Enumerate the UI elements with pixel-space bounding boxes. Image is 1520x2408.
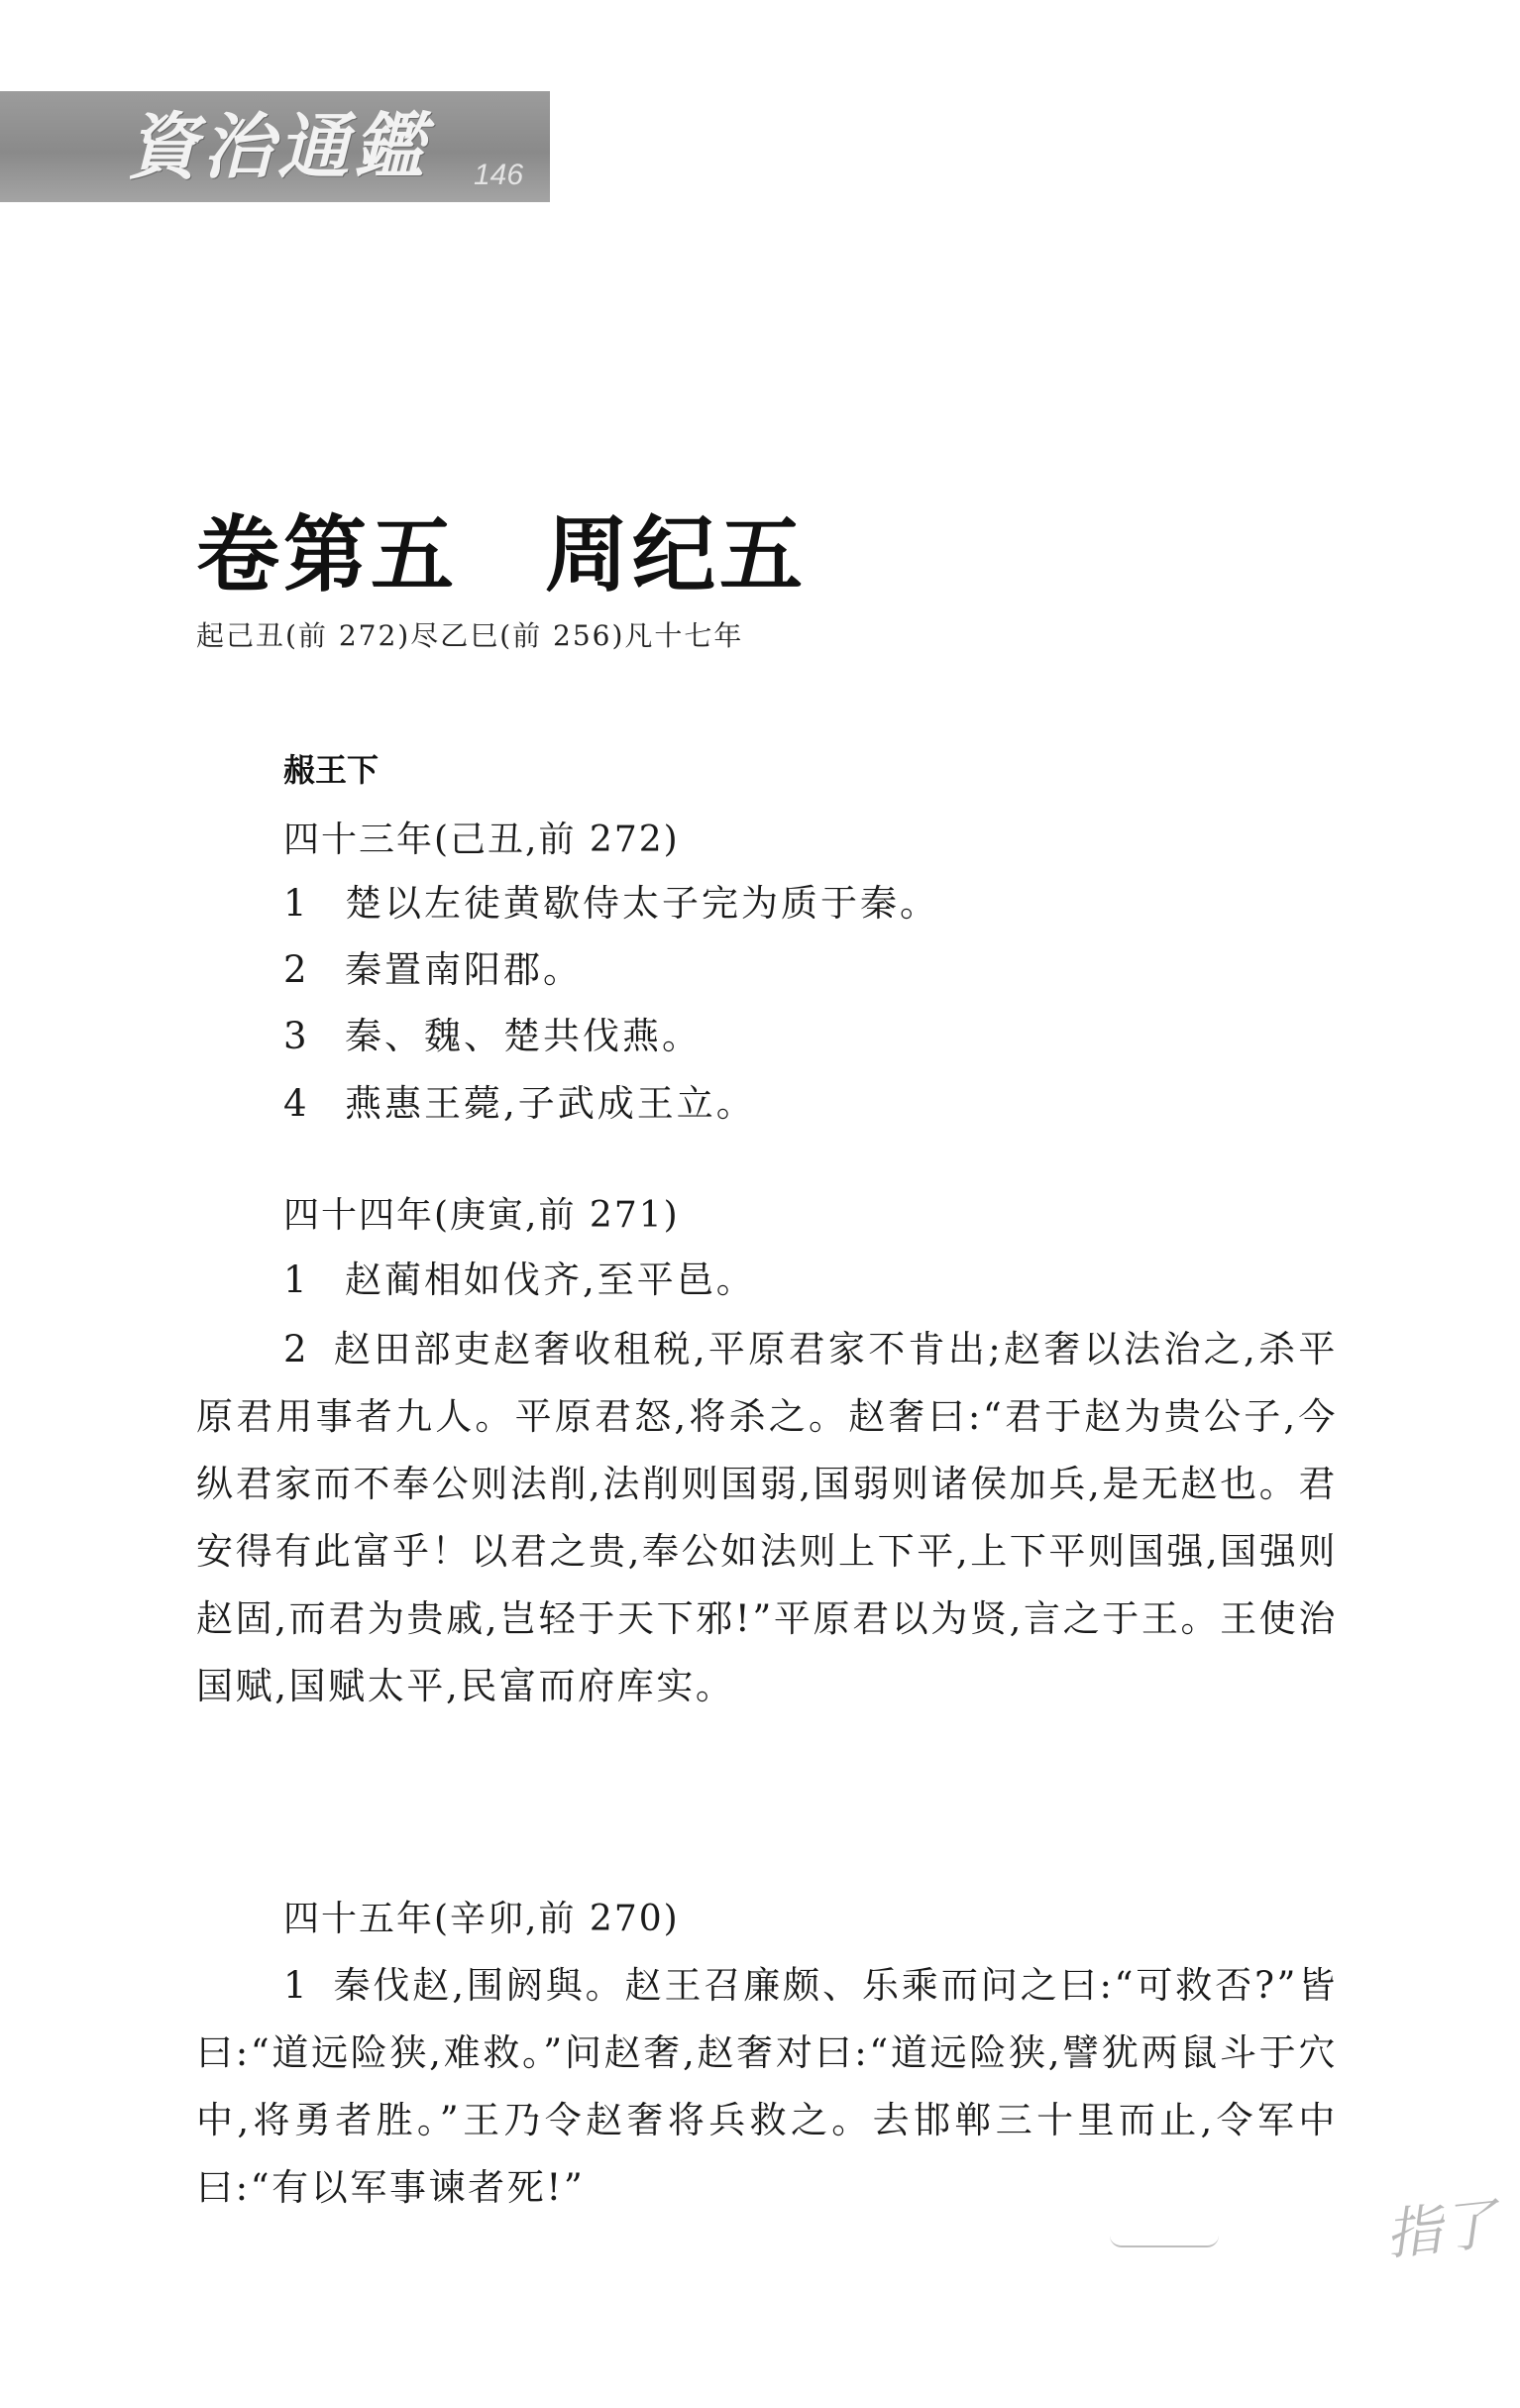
book-title: 資治通鑑 <box>127 104 429 188</box>
pencil-underline <box>1110 2236 1219 2247</box>
entry-number: 2 <box>283 1328 310 1370</box>
entry-text: 燕惠王薨,子武成王立。 <box>345 1082 756 1125</box>
list-item <box>283 1257 756 1304</box>
entry-text: 赵田部吏赵奢收租税,平原君家不肯出;赵奢以法治之,杀平原君用事者九人。平原君怒,将杀之。赵奢曰:“君于赵为贵公子,今纵君家而不奉公则法削,法削则国弱,国弱则诸侯加兵,是无赵也。君安得有此富乎！以君之贵,奉公如法则上下平,上下平则国强,国强则赵固,而君为贵戚,岂轻于天下邪!”平原君以为贤,言之于王。王使治国赋,国赋太平,民富而府库实。 <box>196 1328 1338 1707</box>
chapter-title: 卷第五 周纪五 <box>196 505 808 603</box>
entry-number: 4 <box>283 1082 310 1125</box>
year-heading: 四十五年(辛卯,前 270) <box>283 1899 680 1939</box>
entry-number: 3 <box>283 1015 310 1057</box>
list-item <box>283 1013 702 1060</box>
entry-text: 秦、魏、楚共伐燕。 <box>345 1015 702 1057</box>
entry-text: 秦置南阳郡。 <box>345 948 583 991</box>
entry-number: 1 <box>283 1964 310 2007</box>
entry-text: 赵蔺相如伐齐,至平邑。 <box>345 1259 756 1301</box>
paragraph <box>196 1952 1338 2222</box>
entry-text: 楚以左徒黄歇侍太子完为质于秦。 <box>345 882 939 925</box>
entry-text: 秦伐赵,围阏與。赵王召廉颇、乐乘而问之曰:“可救否?”皆曰:“道远险狭,难救。”问赵奢,赵奢对曰:“道远险狭,譬犹两鼠斗于穴中,将勇者胜。”王乃令赵奢将兵救之。去邯郸三十里而止,令军中曰:“有以军事谏者死!” <box>196 1964 1338 2209</box>
handwritten-margin-note: 指了 <box>1382 2192 1500 2268</box>
list-item <box>283 880 939 928</box>
list-item <box>283 1080 756 1128</box>
year-heading: 四十四年(庚寅,前 271) <box>283 1195 680 1236</box>
entry-number: 2 <box>283 948 310 991</box>
paragraph <box>196 1316 1338 1720</box>
list-item <box>283 946 583 994</box>
year-heading: 四十三年(己丑,前 272) <box>283 820 680 860</box>
page-number: 146 <box>474 159 524 191</box>
section-heading: 赧王下 <box>283 751 380 789</box>
chapter-subtitle: 起己丑(前 272)尽乙巳(前 256)凡十七年 <box>196 619 744 652</box>
entry-number: 1 <box>283 1259 310 1301</box>
entry-number: 1 <box>283 882 310 925</box>
